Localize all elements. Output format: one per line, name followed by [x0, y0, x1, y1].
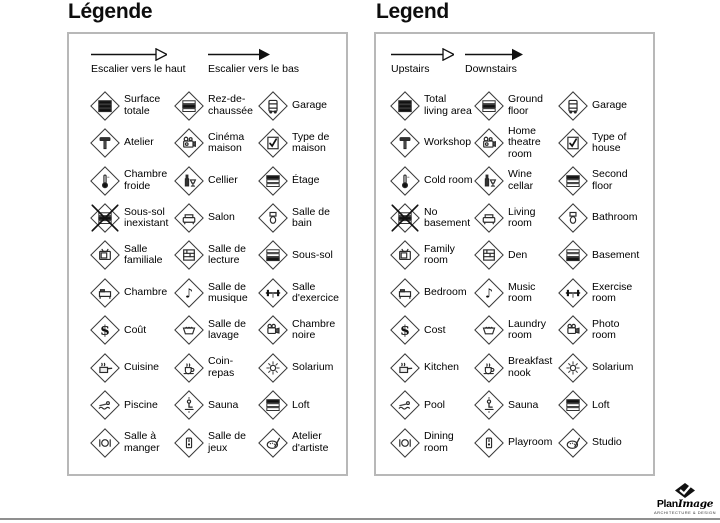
legend-item-label: Sauna — [208, 398, 239, 411]
loft-icon — [257, 389, 289, 421]
legend-item — [557, 237, 641, 274]
legend-item-label: Sauna — [508, 398, 539, 411]
legend-item — [173, 124, 257, 161]
home-theatre-icon — [173, 127, 205, 159]
legend-item — [389, 387, 473, 424]
planimage-logo — [650, 482, 720, 515]
music-room-icon — [173, 277, 205, 309]
workshop-icon — [89, 127, 121, 159]
french-legend-panel — [67, 32, 348, 476]
upstairs-arrow-label: Upstairs — [391, 63, 430, 75]
legend-item-label: Coût — [124, 323, 147, 336]
legend-item — [173, 87, 257, 124]
loft-icon — [557, 389, 589, 421]
legend-item — [557, 424, 641, 461]
legend-item-label: Surface totale — [124, 93, 161, 117]
legend-item-label: Breakfast nook — [508, 355, 553, 379]
legend-item-label: Garage — [592, 99, 628, 112]
legend-item — [257, 237, 341, 274]
legend-item — [389, 124, 473, 161]
playroom-icon — [473, 427, 505, 459]
legend-item-label: Total living area — [424, 93, 472, 117]
kitchen-icon — [89, 352, 121, 384]
solid-arrow-icon — [208, 48, 270, 61]
legend-item — [389, 424, 473, 461]
legend-item — [173, 387, 257, 424]
cost-icon — [89, 314, 121, 346]
second-floor-icon — [257, 165, 289, 197]
upstairs-arrow-label: Escalier vers le haut — [91, 63, 186, 75]
legend-item-label: Solarium — [292, 361, 334, 374]
legend-item — [389, 162, 473, 199]
downstairs-arrow — [465, 48, 523, 75]
legend-item — [389, 312, 473, 349]
basement-icon — [557, 239, 589, 271]
legend-item — [473, 387, 557, 424]
legend-item — [89, 199, 173, 236]
legend-item-label: Wine cellar — [508, 168, 534, 192]
legend-item — [257, 87, 341, 124]
legend-item — [257, 162, 341, 199]
sauna-icon — [473, 389, 505, 421]
legend-item — [557, 387, 641, 424]
sauna-icon — [173, 389, 205, 421]
legend-item — [557, 124, 641, 161]
workshop-icon — [389, 127, 421, 159]
legend-item — [257, 312, 341, 349]
open-arrow-icon — [91, 48, 167, 61]
legend-item — [473, 87, 557, 124]
legend-item-label: Pool — [424, 398, 446, 411]
wine-cellar-icon — [173, 165, 205, 197]
music-room-icon — [473, 277, 505, 309]
legend-item-label: Bathroom — [592, 211, 638, 224]
svg-text:♪: ♪ — [184, 286, 194, 302]
legend-item-label: Home theatre room — [508, 125, 541, 160]
studio-icon — [257, 427, 289, 459]
den-icon — [473, 239, 505, 271]
living-room-icon — [173, 202, 205, 234]
bedroom-icon — [389, 277, 421, 309]
legend-item-label: Loft — [292, 398, 310, 411]
legend-item-label: Coin-repas — [208, 355, 235, 379]
legend-item — [557, 349, 641, 386]
legend-item — [257, 424, 341, 461]
laundry-room-icon — [173, 314, 205, 346]
open-arrow-icon — [391, 48, 454, 61]
solid-arrow-icon — [465, 48, 523, 61]
legend-item — [173, 274, 257, 311]
english-legend-grid — [376, 87, 653, 470]
legend-item-label: Cost — [424, 323, 446, 336]
legend-item — [473, 424, 557, 461]
svg-text:$: $ — [100, 323, 110, 340]
legend-item-label: Type of house — [592, 130, 627, 155]
home-theatre-icon — [473, 127, 505, 159]
den-icon — [173, 239, 205, 271]
legend-item-label: Workshop — [424, 136, 472, 149]
upstairs-arrow — [91, 48, 186, 75]
legend-item — [173, 424, 257, 461]
legend-item-label: Rez-de-chaussée — [208, 93, 253, 117]
planimage-tagline: ARCHITECTURE & DESIGN — [653, 509, 717, 515]
legend-item — [89, 387, 173, 424]
basement-icon — [257, 239, 289, 271]
legend-item-label: Dining room — [424, 430, 454, 454]
no-basement-icon — [89, 202, 121, 234]
upstairs-arrow — [391, 48, 454, 75]
legend-item — [257, 199, 341, 236]
legend-item-label: Chambre froide — [124, 168, 168, 192]
wine-cellar-icon — [473, 165, 505, 197]
planimage-wordmark — [650, 499, 720, 510]
legend-item-label: Salle de musique — [208, 280, 248, 304]
legend-item — [389, 237, 473, 274]
bathroom-icon — [257, 202, 289, 234]
dining-room-icon — [389, 427, 421, 459]
french-legend-grid — [69, 87, 346, 470]
legend-item — [473, 124, 557, 161]
cost-icon — [389, 314, 421, 346]
downstairs-arrow — [208, 48, 299, 75]
legend-item — [257, 387, 341, 424]
garage-icon — [257, 90, 289, 122]
legend-item — [89, 274, 173, 311]
cold-room-icon — [89, 165, 121, 197]
legend-item-label: Sous-sol — [292, 248, 333, 261]
legend-item — [257, 124, 341, 161]
logo-plan-text: Plan — [656, 498, 678, 510]
legend-item-label: Chambre — [124, 286, 168, 299]
bottom-rule — [0, 518, 720, 520]
legend-item — [173, 162, 257, 199]
legend-item-label: Piscine — [124, 398, 158, 411]
legend-item — [473, 349, 557, 386]
house-type-icon — [557, 127, 589, 159]
legend-item-label: Étage — [292, 173, 320, 186]
kitchen-icon — [389, 352, 421, 384]
legend-item — [473, 162, 557, 199]
legend-item-label: Chambre noire — [292, 318, 336, 342]
legend-item — [89, 424, 173, 461]
solarium-icon — [257, 352, 289, 384]
legend-item-label: Type de maison — [292, 130, 330, 155]
cold-room-icon — [389, 165, 421, 197]
legend-item — [89, 349, 173, 386]
bathroom-icon — [557, 202, 589, 234]
legend-item — [173, 312, 257, 349]
legend-item — [389, 87, 473, 124]
second-floor-icon — [557, 165, 589, 197]
legend-item-label: Basement — [592, 248, 640, 261]
no-basement-icon — [389, 202, 421, 234]
legend-item-label: Den — [508, 248, 528, 261]
dining-room-icon — [89, 427, 121, 459]
legend-item-label: Cinéma maison — [208, 130, 245, 155]
studio-icon — [557, 427, 589, 459]
french-panel-title: Légende — [68, 0, 153, 23]
legend-item-label: Laundry room — [508, 318, 546, 342]
legend-item — [257, 274, 341, 311]
legend-item-label: Bedroom — [424, 286, 467, 299]
legend-item-label: Family room — [424, 243, 455, 267]
laundry-room-icon — [473, 314, 505, 346]
legend-item — [173, 199, 257, 236]
legend-item-label: Solarium — [592, 361, 634, 374]
legend-item-label: Kitchen — [424, 361, 460, 374]
playroom-icon — [173, 427, 205, 459]
breakfast-nook-icon — [473, 352, 505, 384]
exercise-room-icon — [557, 277, 589, 309]
photo-room-icon — [257, 314, 289, 346]
ground-floor-icon — [473, 90, 505, 122]
legend-item — [389, 349, 473, 386]
legend-item — [557, 87, 641, 124]
ground-floor-icon — [173, 90, 205, 122]
total-area-icon — [389, 90, 421, 122]
legend-item-label: Exercise room — [592, 280, 633, 304]
legend-item-label: Sous-sol inexistant — [124, 205, 169, 230]
legend-item — [473, 237, 557, 274]
legend-item — [557, 162, 641, 199]
downstairs-arrow-label: Downstairs — [465, 63, 517, 75]
legend-item — [557, 274, 641, 311]
legend-item-label: Playroom — [508, 435, 553, 448]
legend-item-label: Salle de bain — [292, 205, 330, 230]
exercise-room-icon — [257, 277, 289, 309]
breakfast-nook-icon — [173, 352, 205, 384]
bedroom-icon — [89, 277, 121, 309]
english-panel-title: Legend — [376, 0, 449, 23]
legend-item — [89, 162, 173, 199]
legend-item — [173, 237, 257, 274]
logo-image-text: Image — [677, 498, 714, 510]
downstairs-arrow-label: Escalier vers le bas — [208, 63, 300, 75]
legend-item-label: Salle de lavage — [208, 318, 246, 342]
legend-item-label: Salle de jeux — [208, 430, 246, 454]
legend-item-label: Second floor — [592, 168, 628, 192]
photo-room-icon — [557, 314, 589, 346]
legend-item-label: Atelier — [124, 136, 154, 149]
legend-item-label: Living room — [508, 205, 536, 230]
legend-item-label: Music room — [508, 280, 536, 304]
legend-item — [473, 312, 557, 349]
legend-item-label: Cuisine — [124, 361, 160, 374]
legend-item — [473, 199, 557, 236]
legend-item-label: Salle à manger — [124, 430, 160, 454]
stair-arrows-group — [69, 34, 346, 84]
legend-item-label: Atelier d'artiste — [292, 430, 329, 454]
legend-item — [89, 237, 173, 274]
legend-item-label: Ground floor — [508, 93, 544, 117]
legend-item-label: Cellier — [208, 173, 238, 186]
living-room-icon — [473, 202, 505, 234]
english-legend-panel — [374, 32, 655, 476]
pool-icon — [389, 389, 421, 421]
legend-item — [389, 274, 473, 311]
planimage-logo-icon — [673, 482, 697, 499]
legend-item-label: Salle d'exercice — [292, 280, 339, 304]
solarium-icon — [557, 352, 589, 384]
legend-item — [89, 312, 173, 349]
legend-item — [473, 274, 557, 311]
svg-text:$: $ — [400, 323, 410, 340]
family-room-icon — [89, 239, 121, 271]
legend-item — [89, 87, 173, 124]
legend-item-label: Salon — [208, 211, 235, 224]
legend-item-label: Salle de lecture — [208, 243, 246, 267]
legend-item — [557, 199, 641, 236]
legend-item-label: Garage — [292, 99, 328, 112]
legend-item-label: Cold room — [424, 173, 473, 186]
legend-item — [257, 349, 341, 386]
legend-item-label: Loft — [592, 398, 610, 411]
legend-item-label: No basement — [424, 205, 471, 230]
legend-item — [89, 124, 173, 161]
legend-item-label: Studio — [592, 435, 622, 448]
garage-icon — [557, 90, 589, 122]
stair-arrows-group — [376, 34, 653, 84]
legend-item — [389, 199, 473, 236]
legend-item — [173, 349, 257, 386]
pool-icon — [89, 389, 121, 421]
legend-item — [557, 312, 641, 349]
total-area-icon — [89, 90, 121, 122]
house-type-icon — [257, 127, 289, 159]
svg-text:♪: ♪ — [484, 286, 494, 302]
family-room-icon — [389, 239, 421, 271]
legend-item-label: Photo room — [592, 318, 620, 342]
legend-item-label: Salle familiale — [124, 243, 163, 267]
